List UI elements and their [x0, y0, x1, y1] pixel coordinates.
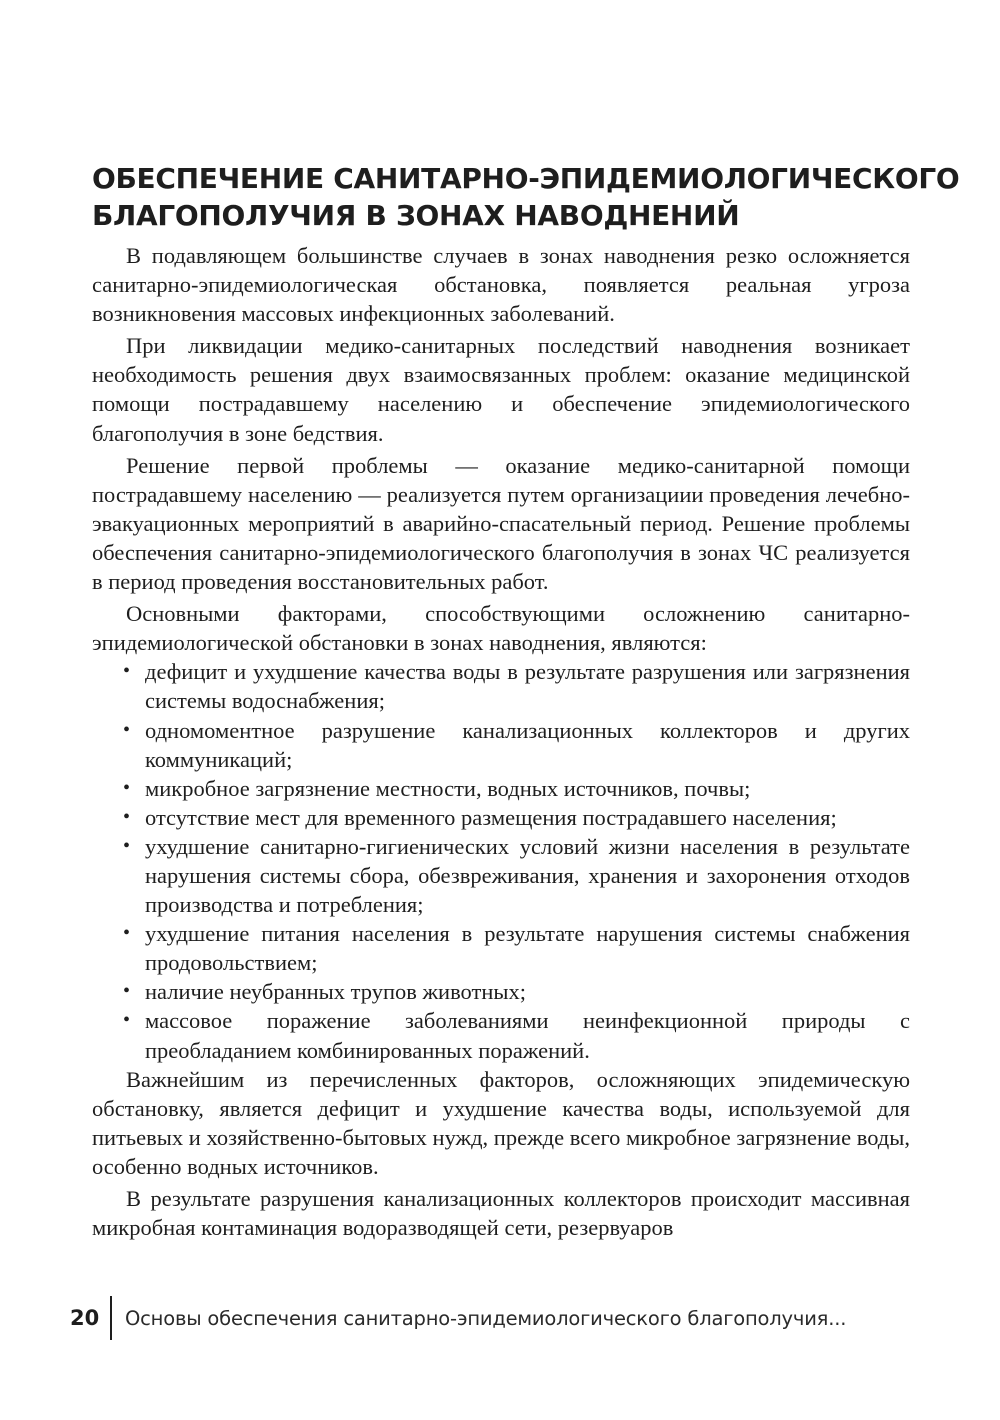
paragraph-water-quality: Важнейшим из перечисленных факторов, осложняющих эпидемическую обстановку, является дефицит и ухудшение качества воды, используемой для питьевых и хозяйственно-бытовых нужд, прежде всего микробное загрязнение воды, особенно водных источников.: [92, 1066, 910, 1179]
bullet-icon: •: [123, 1009, 131, 1032]
paragraph-factors-intro: Основными факторами, способствующими осложнению санитарно-эпидемиологической обстановки в зонах наводнения, являются:: [92, 601, 910, 656]
bullet-icon: •: [123, 980, 131, 1003]
list-item: [92, 1006, 910, 1064]
list-item: [92, 803, 910, 832]
body-text: [92, 241, 910, 1242]
list-item: [92, 977, 910, 1006]
list-item-text: микробное загрязнение местности, водных источников, почвы;: [145, 775, 751, 801]
list-item-text: наличие неубранных трупов животных;: [145, 979, 526, 1005]
bullet-icon: •: [123, 776, 131, 799]
paragraph-sewer-damage: В результате разрушения канализационных коллекторов происходит массивная микробная контаминация водоразводящей сети, резервуаров: [92, 1186, 910, 1241]
footer-divider: [110, 1296, 112, 1340]
bullet-icon: •: [123, 834, 131, 857]
running-title: Основы обеспечения санитарно-эпидемиологического благополучия...: [125, 1306, 847, 1330]
list-item-text: отсутствие мест для временного размещения пострадавшего населения;: [145, 804, 837, 830]
section-heading: [92, 160, 960, 234]
paragraph-solutions: Решение первой проблемы — оказание медико-санитарной помощи пострадавшему населению — реализуется путем организациии проведения лечебно-эвакуационных мероприятий в аварийно-спасательный период. Решение проблемы обеспечения санитарно-эпидемиологического благополучия в зонах ЧС реализуется в период проведения восстановительных работ.: [92, 452, 910, 595]
list-item: [92, 716, 910, 774]
page-number: 20: [70, 1306, 100, 1330]
list-item: [92, 832, 910, 919]
bullet-icon: •: [123, 718, 131, 741]
page-footer: [70, 1296, 846, 1340]
section-heading-line-2: БЛАГОПОЛУЧИЯ В ЗОНАХ НАВОДНЕНИЙ: [92, 199, 740, 232]
paragraph-problems: При ликвидации медико-санитарных последствий наводнения возникает необходимость решения двух взаимосвязанных проблем: оказание медицинской помощи пострадавшему населению и обеспечение эпидемиологического благополучия в зоне бедствия.: [92, 333, 910, 446]
bullet-icon: •: [123, 805, 131, 828]
bullet-icon: •: [123, 660, 131, 683]
bullet-icon: •: [123, 922, 131, 945]
factors-list: [92, 657, 910, 1064]
section-heading-line-1: ОБЕСПЕЧЕНИЕ САНИТАРНО-ЭПИДЕМИОЛОГИЧЕСКОГО: [92, 162, 960, 195]
list-item: [92, 657, 910, 715]
list-item-text: ухудшение санитарно-гигиенических условий жизни населения в результате нарушения системы сбора, обезвреживания, хранения и захоронения отходов производства и потребления;: [145, 833, 910, 918]
paragraph-intro: В подавляющем большинстве случаев в зонах наводнения резко осложняется санитарно-эпидемиологическая обстановка, появляется реальная угроза возникновения массовых инфекционных заболеваний.: [92, 243, 910, 327]
list-item: [92, 919, 910, 977]
list-item: [92, 774, 910, 803]
list-item-text: одномоментное разрушение канализационных коллекторов и других коммуникаций;: [145, 717, 910, 772]
list-item-text: ухудшение питания населения в результате нарушения системы снабжения продовольствием;: [145, 921, 910, 976]
list-item-text: массовое поражение заболеваниями неинфекционной природы с преобладанием комбинированных поражений.: [145, 1008, 910, 1063]
list-item-text: дефицит и ухудшение качества воды в результате разрушения или загрязнения системы водоснабжения;: [145, 659, 910, 714]
